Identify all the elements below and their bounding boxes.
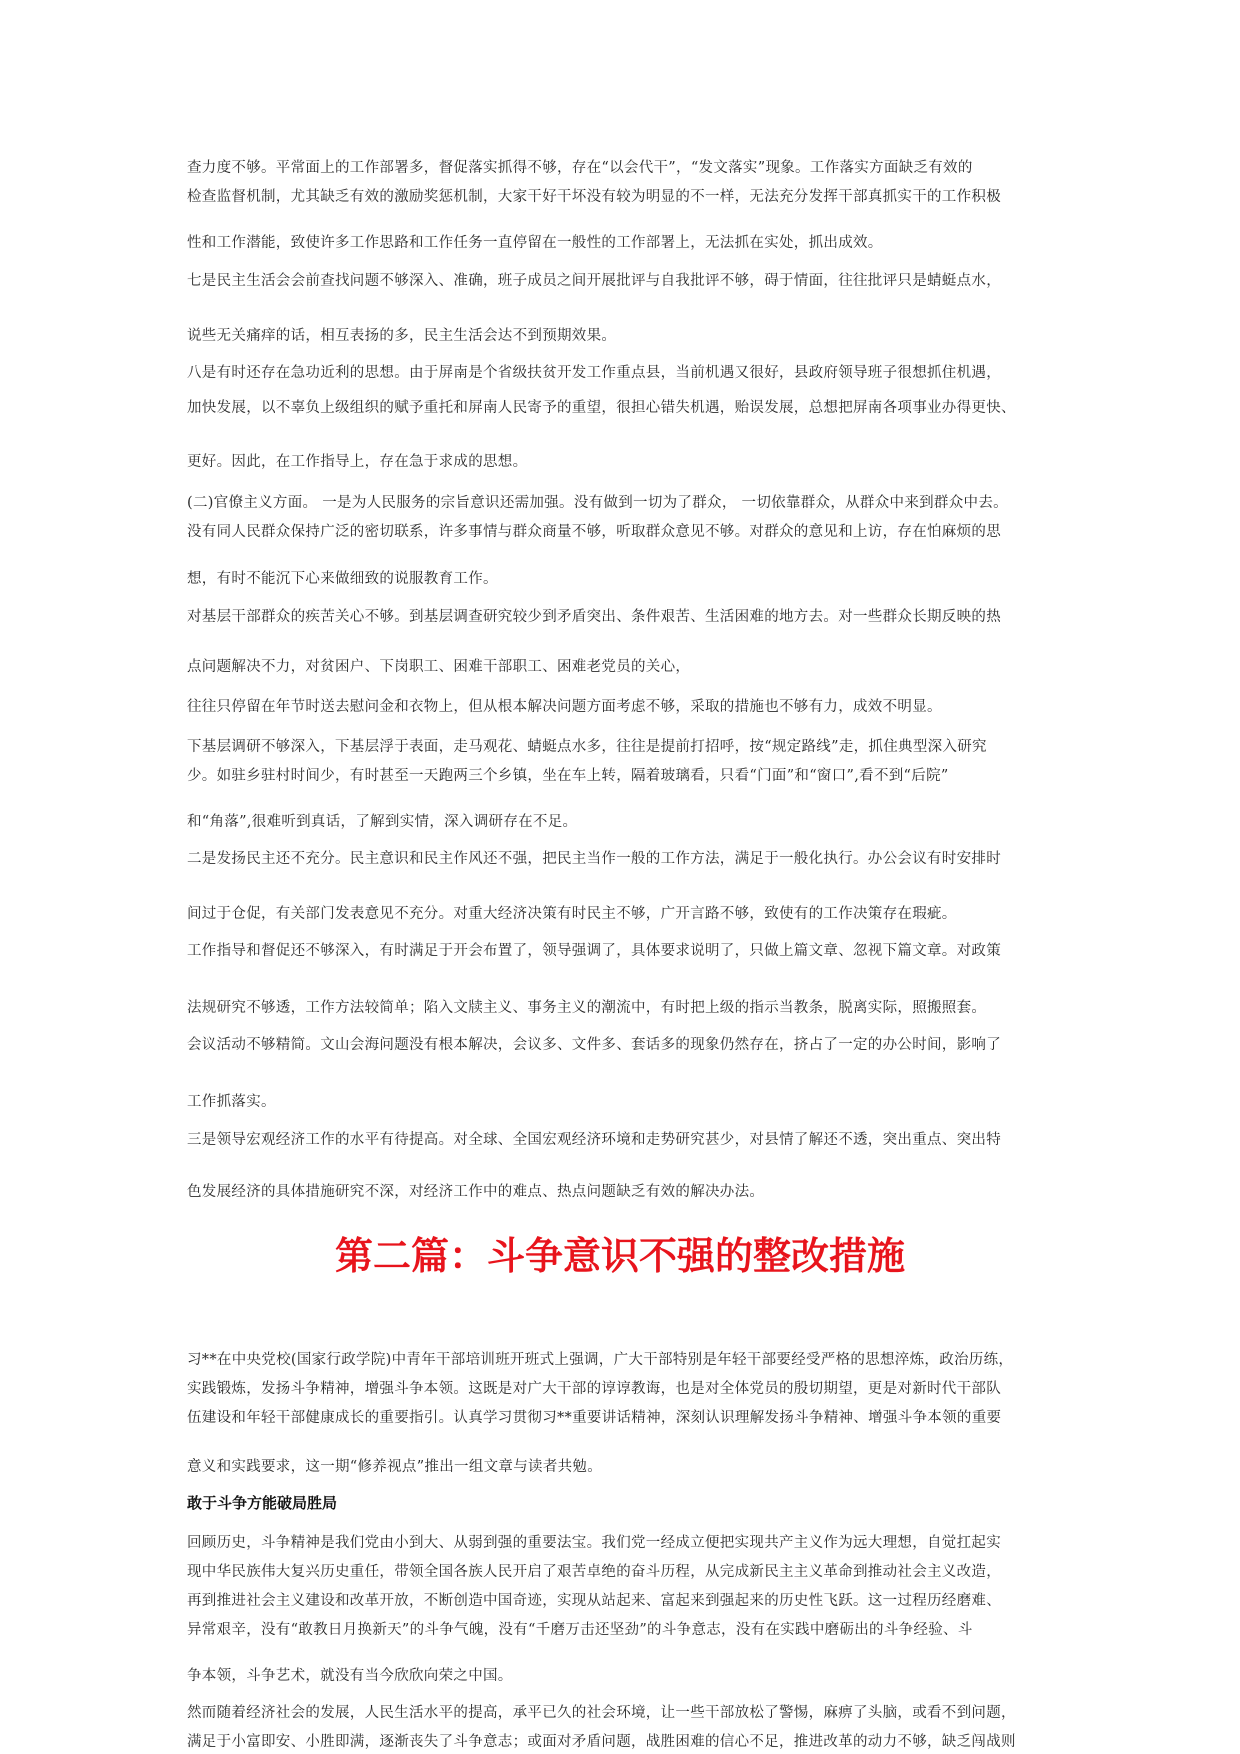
text-line: 然而随着经济社会的发展，人民生活水平的提高，承平已久的社会环境，让一些干部放松了警惕，麻痹了头脑，或看不到问题， (187, 1705, 1016, 1721)
text-line: 现中华民族伟大复兴历史重任，带领全国各族人民开启了艰苦卓绝的奋斗历程，从完成新民主主义革命到推动社会主义改造， (187, 1564, 1001, 1580)
text-line: 工作抓落实。 (187, 1094, 276, 1110)
text-line: 想，有时不能沉下心来做细致的说服教育工作。 (187, 571, 498, 587)
text-line: 查力度不够。平常面上的工作部署多，督促落实抓得不够，存在“以会代干”，“发文落实”现象。工作落实方面缺乏有效的 (187, 160, 973, 176)
text-line: 习**在中央党校(国家行政学院)中青年干部培训班开班式上强调，广大干部特别是年轻干部要经受严格的思想淬炼，政治历练， (187, 1352, 1014, 1368)
text-line: 工作指导和督促还不够深入，有时满足于开会布置了，领导强调了，具体要求说明了，只做上篇文章、忽视下篇文章。对政策 (187, 943, 1001, 959)
text-line: 伍建设和年轻干部健康成长的重要指引。认真学习贯彻习**重要讲话精神，深刻认识理解发扬斗争精神、增强斗争本领的重要 (187, 1410, 1002, 1426)
text-line: 二是发扬民主还不充分。民主意识和民主作风还不强，把民主当作一般的工作方法，满足于一般化执行。办公会议有时安排时 (187, 851, 1001, 867)
text-line: 没有同人民群众保持广泛的密切联系，许多事情与群众商量不够，听取群众意见不够。对群众的意见和上访，存在怕麻烦的思 (187, 524, 1001, 540)
text-line: 下基层调研不够深入，下基层浮于表面，走马观花、蜻蜓点水多，往往是提前打招呼，按“规定路线”走，抓住典型深入研究 (187, 739, 987, 755)
article-heading: 第二篇：斗争意识不强的整改措施 (334, 1234, 905, 1278)
text-line: 争本领，斗争艺术，就没有当今欣欣向荣之中国。 (187, 1668, 513, 1684)
text-line: 和“角落”,很难听到真话，了解到实情，深入调研存在不足。 (187, 814, 578, 830)
text-line: 意义和实践要求，这一期“修养视点”推出一组文章与读者共勉。 (187, 1459, 603, 1475)
text-line: 性和工作潜能，致使许多工作思路和工作任务一直停留在一般性的工作部署上，无法抓在实处，抓出成效。 (187, 235, 883, 251)
text-line: 再到推进社会主义建设和改革开放，不断创造中国奇迹，实现从站起来、富起来到强起来的历史性飞跃。这一过程历经磨难、 (187, 1593, 1001, 1609)
text-line: 点问题解决不力，对贫困户、下岗职工、困难干部职工、困难老党员的关心， (187, 659, 691, 675)
text-line: 加快发展，以不辜负上级组织的赋予重托和屏南人民寄予的重望，很担心错失机遇，贻误发展，总想把屏南各项事业办得更快、 (187, 400, 1016, 416)
text-line: 满足于小富即安、小胜即满，逐渐丧失了斗争意志；或面对矛盾问题，战胜困难的信心不足，推进改革的动力不够，缺乏闯战则 (187, 1734, 1016, 1750)
text-line: 往往只停留在年节时送去慰问金和衣物上，但从根本解决问题方面考虑不够，采取的措施也不够有力，成效不明显。 (187, 699, 942, 715)
text-line: 检查监督机制，尤其缺乏有效的激励奖惩机制，大家干好干坏没有较为明显的不一样，无法充分发挥干部真抓实干的工作积极 (187, 189, 1001, 205)
text-line: 说些无关痛痒的话，相互表扬的多，民主生活会达不到预期效果。 (187, 328, 617, 344)
text-line: 实践锻炼，发扬斗争精神，增强斗争本领。这既是对广大干部的谆谆教诲，也是对全体党员的殷切期望，更是对新时代干部队 (187, 1381, 1001, 1397)
text-line: 七是民主生活会会前查找问题不够深入、准确，班子成员之间开展批评与自我批评不够，碍于情面，往往批评只是蜻蜓点水， (187, 273, 1001, 289)
text-line: 会议活动不够精简。文山会海问题没有根本解决，会议多、文件多、套话多的现象仍然存在，挤占了一定的办公时间，影响了 (187, 1037, 1001, 1053)
text-line: 色发展经济的具体措施研究不深，对经济工作中的难点、热点问题缺乏有效的解决办法。 (187, 1184, 765, 1200)
text-line: 间过于仓促，有关部门发表意见不充分。对重大经济决策有时民主不够，广开言路不够，致使有的工作决策存在瑕疵。 (187, 906, 957, 922)
article-subheading: 敢于斗争方能破局胜局 (187, 1494, 338, 1512)
text-line: 对基层干部群众的疾苦关心不够。到基层调查研究较少到矛盾突出、条件艰苦、生活困难的地方去。对一些群众长期反映的热 (187, 609, 1001, 625)
text-line: 法规研究不够透，工作方法较简单；陷入文牍主义、事务主义的潮流中，有时把上级的指示当教条，脱离实际，照搬照套。 (187, 1000, 987, 1016)
text-line: 八是有时还存在急功近利的思想。由于屏南是个省级扶贫开发工作重点县，当前机遇又很好，县政府领导班子很想抓住机遇， (187, 365, 1001, 381)
text-line: 三是领导宏观经济工作的水平有待提高。对全球、全国宏观经济环境和走势研究甚少，对县情了解还不透，突出重点、突出特 (187, 1132, 1001, 1148)
text-line: 异常艰辛，没有“敢教日月换新天”的斗争气魄，没有“千磨万击还坚劲”的斗争意志，没有在实践中磨砺出的斗争经验、斗 (187, 1622, 973, 1638)
text-line: (二)官僚主义方面。 一是为人民服务的宗旨意识还需加强。没有做到一切为了群众， 一切依靠群众，从群众中来到群众中去。 (187, 495, 1008, 511)
text-line: 更好。因此，在工作指导上，存在急于求成的思想。 (187, 454, 528, 470)
text-line: 少。如驻乡驻村时间少，有时甚至一天跑两三个乡镇，坐在车上转，隔着玻璃看，只看“门面”和“窗口”,看不到“后院” (187, 768, 949, 784)
text-line: 回顾历史，斗争精神是我们党由小到大、从弱到强的重要法宝。我们党一经成立便把实现共产主义作为远大理想，自觉扛起实 (187, 1535, 1001, 1551)
